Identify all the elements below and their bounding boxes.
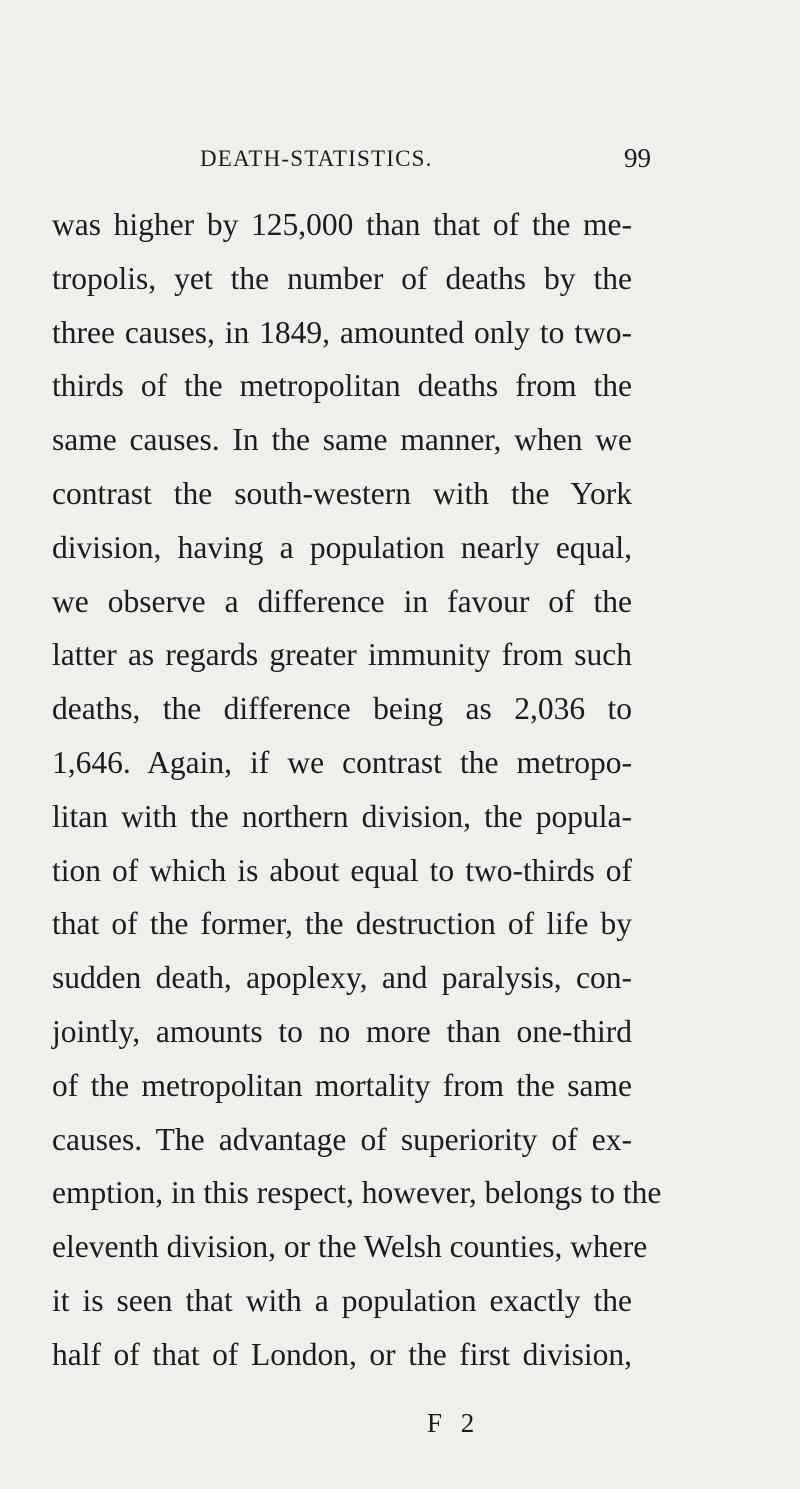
text-line: litan with the northern division, the popula-: [52, 798, 632, 834]
text-line: thirds of the metropolitan deaths from the: [52, 368, 632, 404]
text-line: we observe a difference in favour of the: [52, 583, 632, 619]
text-line: of the metropolitan mortality from the same: [52, 1067, 632, 1103]
text-line: tion of which is about equal to two-thirds of: [52, 852, 632, 888]
text-line: deaths, the difference being as 2,036 to: [52, 691, 632, 727]
text-line: 1,646. Again, if we contrast the metropo-: [52, 744, 632, 780]
text-line: emption, in this respect, however, belongs to the: [52, 1175, 662, 1211]
text-line: it is seen that with a population exactly the: [52, 1282, 632, 1318]
text-line: half of that of London, or the first division,: [52, 1336, 632, 1372]
text-line: latter as regards greater immunity from such: [52, 637, 632, 673]
text-line: three causes, in 1849, amounted only to two-: [52, 314, 632, 350]
text-line: that of the former, the destruction of life by: [52, 906, 632, 942]
text-line: causes. The advantage of superiority of ex-: [52, 1121, 632, 1157]
text-line: same causes. In the same manner, when we: [52, 422, 632, 458]
text-line: eleventh division, or the Welsh counties, where: [52, 1229, 648, 1265]
text-line: tropolis, yet the number of deaths by the: [52, 260, 632, 296]
signature-mark: F 2: [427, 1408, 481, 1438]
text-line: division, having a population nearly equal,: [52, 529, 632, 565]
text-line: contrast the south-western with the York: [52, 475, 632, 511]
running-head: [200, 143, 655, 182]
running-title: DEATH-STATISTICS.: [200, 146, 433, 171]
page-number: 99: [624, 143, 651, 173]
text-line: was higher by 125,000 than that of the me-: [52, 207, 632, 242]
text-line: sudden death, apoplexy, and paralysis, con-: [52, 960, 632, 996]
body-text: [52, 198, 662, 1382]
text-line: jointly, amounts to no more than one-third: [52, 1013, 632, 1049]
